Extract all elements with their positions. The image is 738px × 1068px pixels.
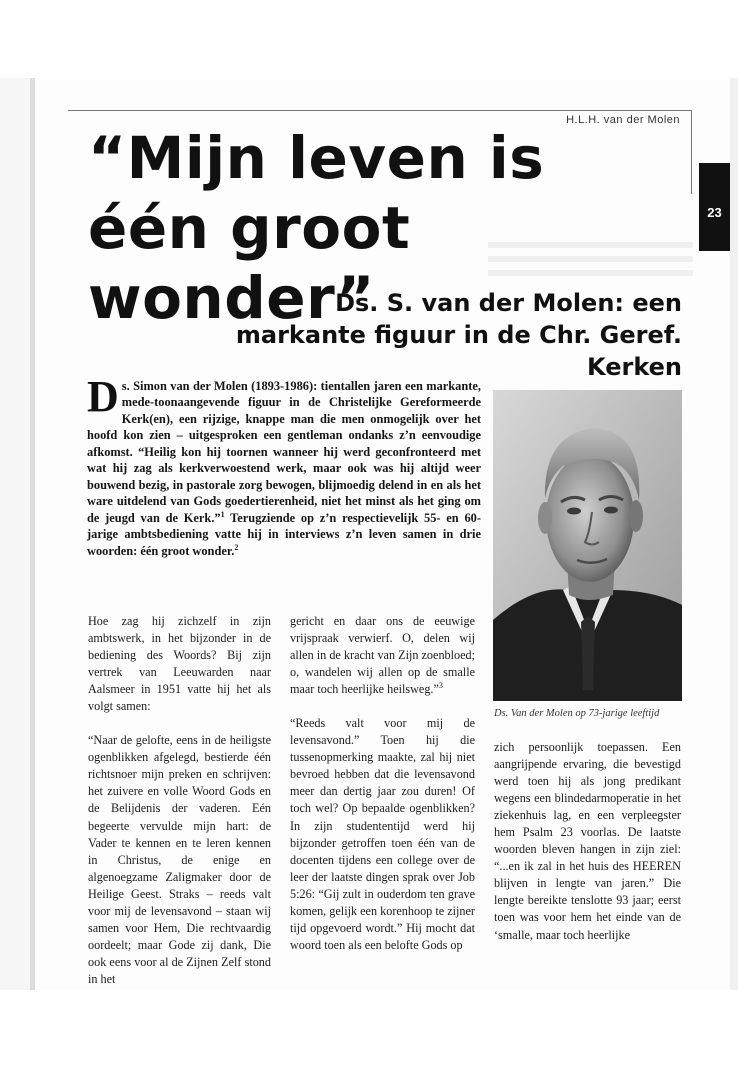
paragraph: zich persoonlijk toepassen. Een aangrijpende ervaring, die bevestigd werd toen hij als jong predikant wegens een blindedarmoperatie in het ziekenhuis lag, en een verpleegster hem Psalm 23 voorlas. De laatste woorden bleven hangen in zijn ziel: “...en ik zal in het huis des HEEREN blijven in lengte van jaren.” Die lengte bereikte tenslotte 93 jaar; eerst toen was voor hem het einde van de ‘smalle, maar toch heerlijke: [494, 740, 681, 942]
facing-page-edge: [0, 78, 30, 990]
drop-cap: D: [87, 372, 119, 421]
header-rule: [68, 110, 692, 111]
footnote-ref: 3: [438, 681, 443, 691]
footnote-ref: 2: [234, 542, 239, 552]
paragraph: Hoe zag hij zichzelf in zijn ambtswerk, in het bijzonder in de bediening des Woords? Bij zijn vertrek van Leeuwarden naar Aalsmeer in 1951 vatte hij het als volgt samen:: [88, 614, 271, 714]
body-column-1: [88, 613, 271, 1005]
page-number: 23: [707, 205, 722, 220]
headline: “Mijn leven is één groot wonder”: [88, 124, 545, 332]
header-rule-vertical: [691, 110, 692, 194]
intro-paragraph: [87, 372, 481, 559]
paragraph: [290, 613, 475, 698]
paragraph: “Reeds valt voor mij de levensavond.” Toen hij die tussenopmerking maakte, zal hij niet bevroed hebben dat die levensavond meer dan dertig jaar zou duren! Of toch wel? Op bepaalde ogenblikken? In zijn studententijd werd hij bijzonder getroffen toen één van de docenten tijdens een college over de leer der laatste dingen sprak over Job 5:26: “Gij zult in ouderdom ten grave komen, gelijk een korenhoop te zijner tijd opgevoerd wordt.” Hij mocht dat woord toen als een belofte Gods op: [290, 716, 475, 952]
running-head: H.L.H. van der Molen: [566, 114, 680, 126]
quote-end: gericht en daar ons de eeuwige vrijspraak verwierf. O, delen wij allen in de kracht van Zijn zoenbloed; o, wandelen wij allen op de smalle maar toch heerlijke heilsweg.”: [290, 614, 475, 697]
quote-paragraph: “Naar de gelofte, eens in de heiligste ogenblikken afgelegd, bestierde één richtsnoer mijn preken en schrijven: het zuivere en volle Woord Gods en de Belijdenis der vaderen. Eén begeerte vervulde mijn hart: de Vader te kennen en te leren kennen in Christus, de enige en algenoegzame Zaligmaker door de Heilige Geest. Straks – reeds valt voor mij de levensavond – staan wij samen voor Hem, Die rechtvaardig oordeelt; maar Gode zij dank, Die ook eens voor al de Zijnen Zelf stond in het: [88, 733, 271, 986]
photo-caption: Ds. Van der Molen op 73-jarige leeftijd: [494, 708, 660, 719]
body-column-2: [290, 613, 475, 971]
subheadline: Ds. S. van der Molen: een markante figuur in de Chr. Geref. Kerken: [235, 289, 682, 381]
portrait-photo: [493, 390, 682, 701]
footnote-ref: 1: [220, 509, 225, 519]
body-column-3: [494, 739, 681, 961]
intro-text-continued: Terugziende op z’n respectievelijk 55- en 60-jarige ambtsbediening vatte hij in interviews z’n leven samen in drie woorden: één groot wonder.: [87, 510, 481, 558]
intro-text: s. Simon van der Molen (1893-1986): tientallen jaren een markante, mede-toonaangevende figuur in de Christelijke Gereformeerde Kerk(en), een rijzige, knappe man die men onmogelijk over het hoofd kon zien – uitgesproken een gentleman ondanks z’n eenvoudige afkomst. “Heilig kon hij toornen wanneer hij werd geconfronteerd met wat hij zag als kerkverwoestend werk, maar ook was hij altijd weer bouwend bezig, in pastorale zorg bewogen, blijmoedig delend in en als het ware uitdelend van Gods goedertierenheid, niet het minst als het ging om de jeugd van de Kerk.”: [87, 379, 481, 525]
